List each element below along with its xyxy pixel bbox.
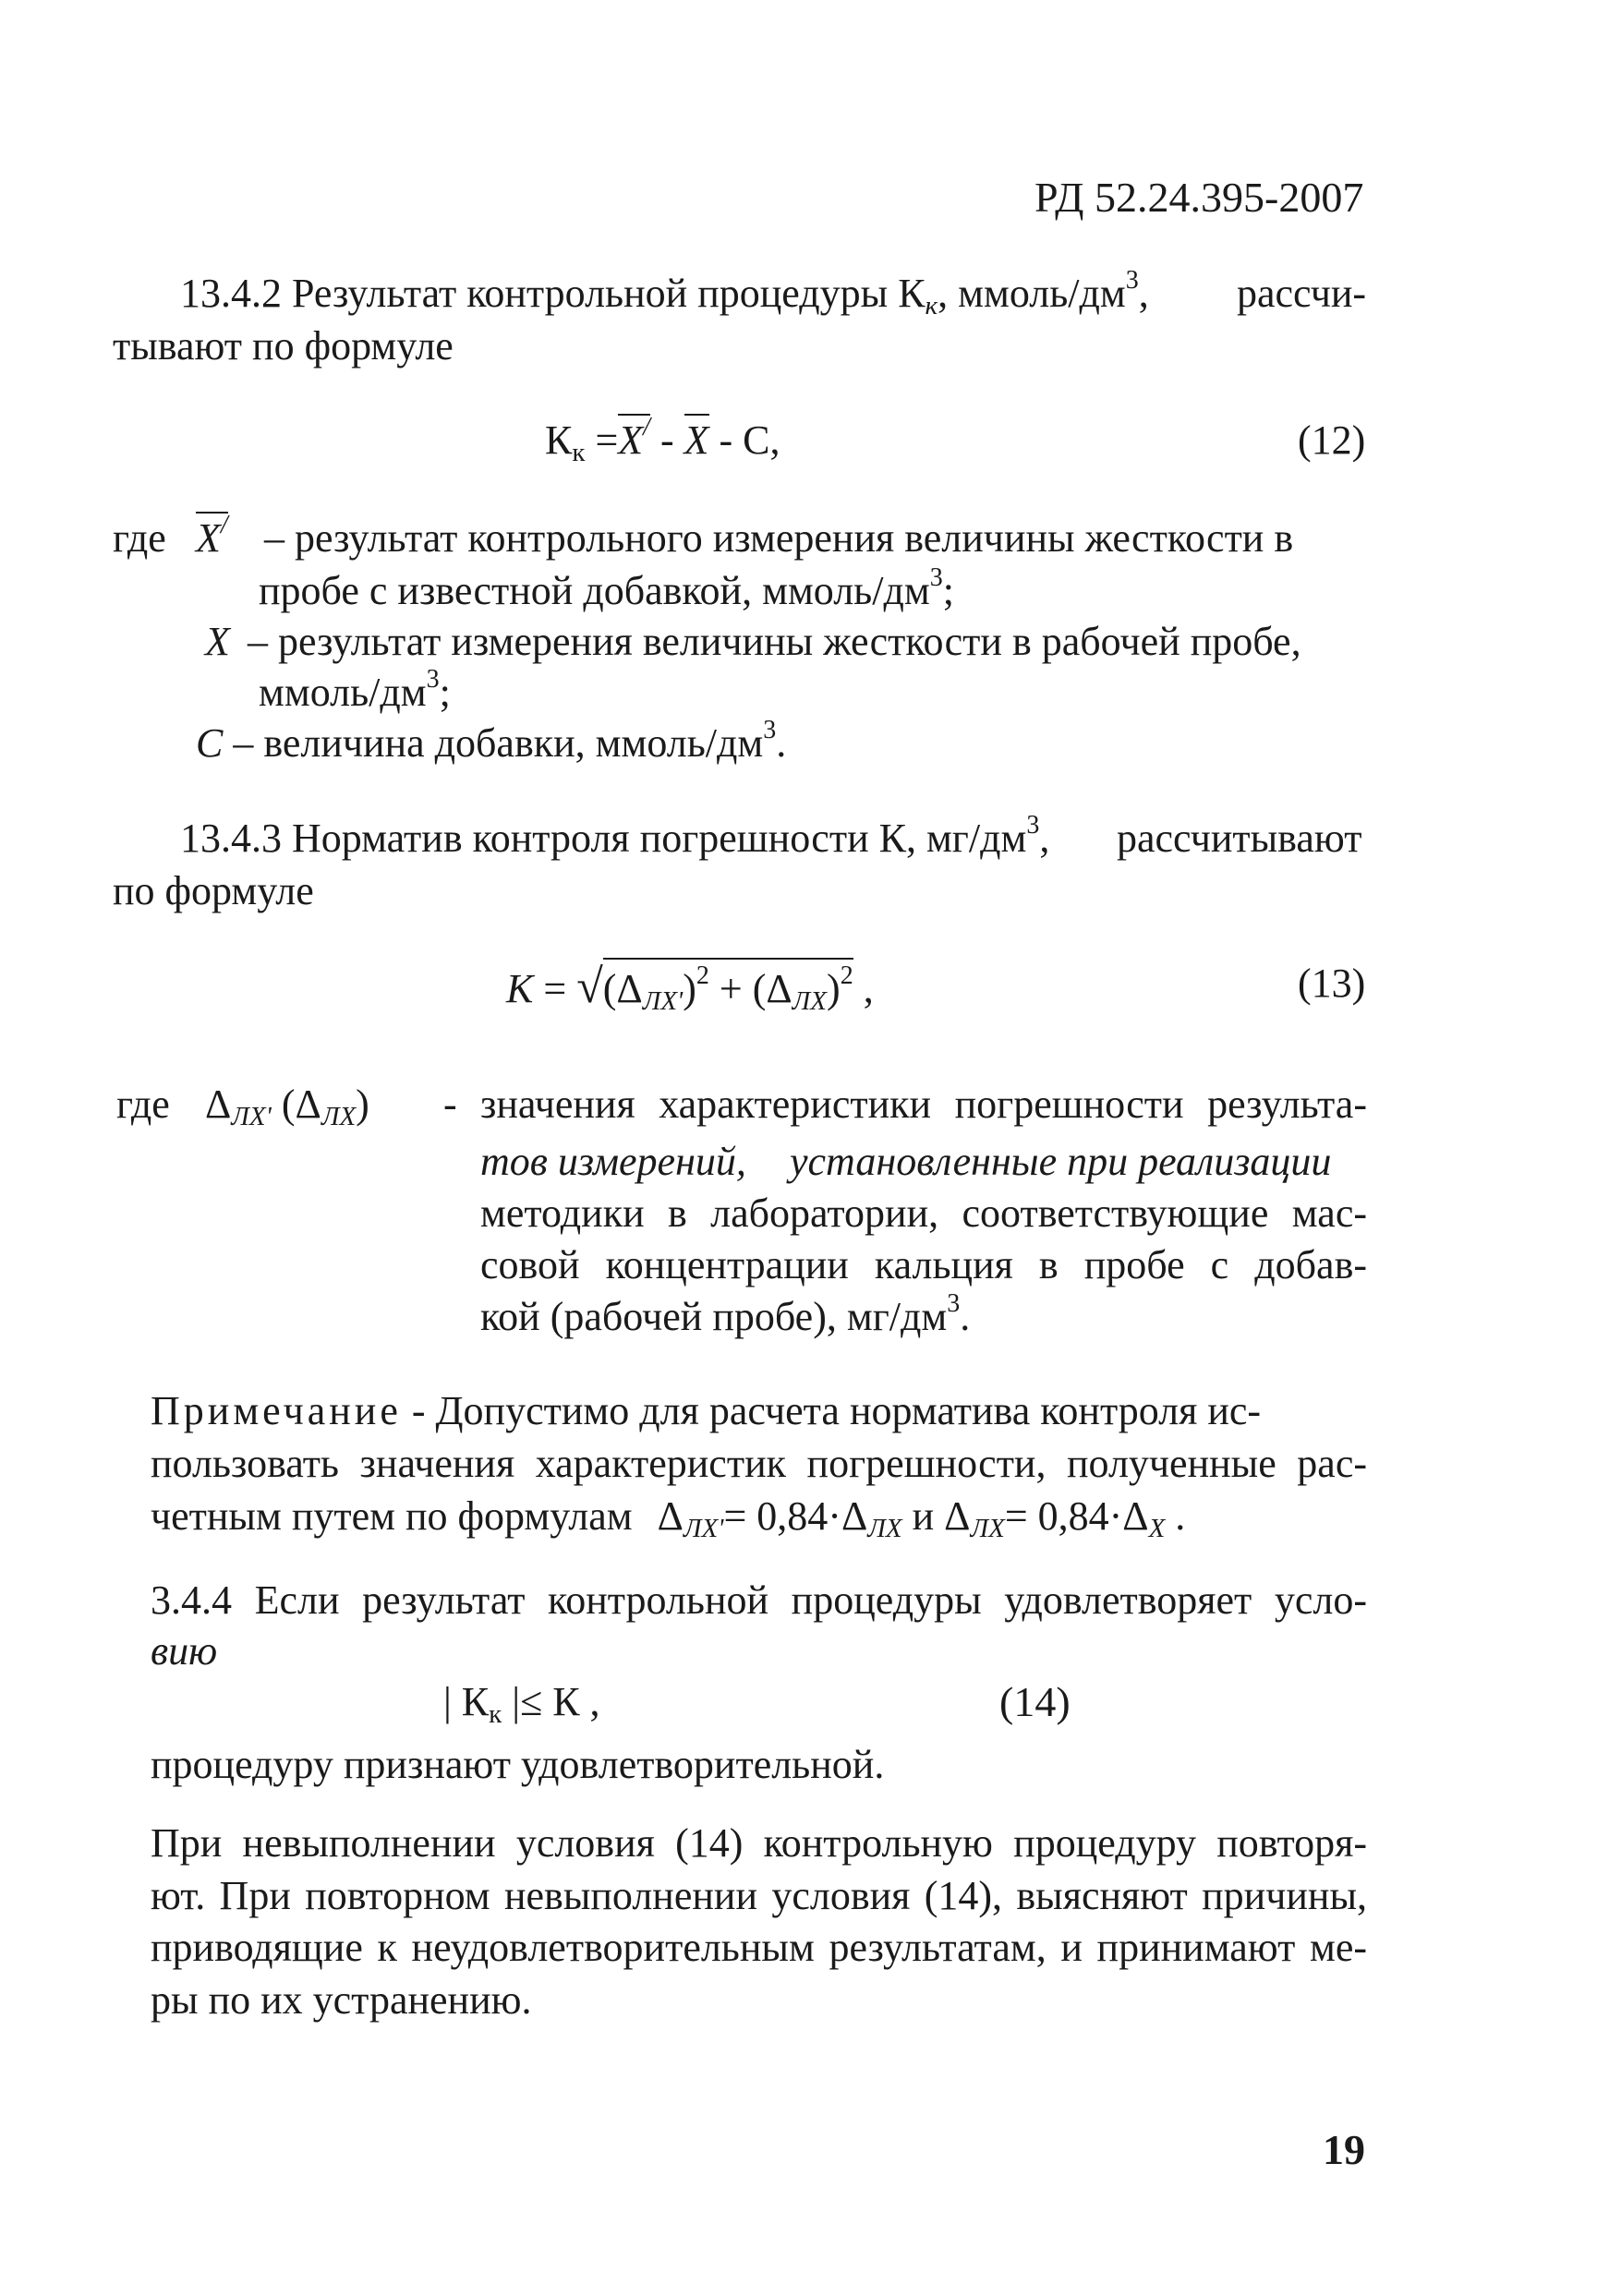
section-13-4-3-line1-end: рассчитывают [1117,816,1362,861]
equation-12-number: (12) [1298,417,1366,463]
where-label-13: где [116,1082,170,1127]
where-13-dash: - [443,1082,457,1127]
equation-13: $K = √(\Delta_{ЛХ'})^2 + (\Delta_{ЛХ})^2$ , [506,958,874,1015]
definition-c: C – величина добавки, ммоль/$дм^3$. [196,716,787,766]
equation-14: | $К_к$ |≤ К , [443,1679,600,1729]
note-line3: четным путем по формулам $\Delta_{ЛХ'}= 0,84\cdot\Delta_{ЛХ}$ и $\Delta_{ЛХ}= 0,84\cdot\Delta_X$ . [151,1493,1186,1543]
definition-delta-line1: значения характеристики погрешности результа- [480,1082,1367,1127]
definition-delta-line5: кой (рабочей пробе), $мг/дм^3$. [480,1289,971,1339]
document-code: РД 52.24.395-2007 [1034,174,1364,221]
section-13-4-2-line1-end: рассчи- [1237,271,1367,316]
definition-delta-line4: совой концентрации кальция в пробе с добав- [480,1242,1367,1287]
note-label: Примечание [151,1388,402,1433]
final-paragraph-line3: приводящие к неудовлетворительным результатам, и принимают ме- [151,1925,1367,1970]
section-13-4-2-line1: 13.4.2 Результат контрольной процедуры $К_к$, ммоль/$дм^3$, [180,266,1149,320]
symbols-delta-lx: $\Delta_{ЛХ'}$ $(\Delta_{ЛХ})$ [205,1082,369,1131]
definition-x-line2: ммоль/$дм^3$; [259,665,451,715]
where-label-12: где [113,515,166,561]
final-paragraph-line1: При невыполнении условия (14) контрольную процедуру повторя- [151,1820,1367,1866]
final-paragraph-line4: ры по их устранению. [151,1977,532,2023]
section-13-4-3-line2: по формуле [113,868,314,913]
definition-delta-line2-a: тов измерений, [480,1139,746,1184]
section-3-4-4-line2: вию [151,1628,218,1674]
symbol-x: X [205,619,230,664]
note-line1: Примечание - Допустимо для расчета норматива контроля ис- [151,1388,1262,1433]
definition-x-line1: – результат измерения величины жесткости в рабочей пробе, [248,619,1301,664]
equation-14-number: (14) [999,1678,1071,1725]
definition-x-prime-line1: – результат контрольного измерения величины жесткости в [264,515,1294,561]
sqrt-symbol: √ [576,961,603,1013]
page-number: 19 [1323,2126,1365,2173]
section-13-4-2-line2: тывают по формуле [113,323,454,369]
note-line2: пользовать значения характеристик погрешности, полученные рас- [151,1441,1367,1486]
definition-delta-line2-b: установленные при реализации [790,1139,1332,1184]
section-13-4-3-line1: 13.4.3 Норматив контроля погрешности К, $мг/дм^3$, [180,811,1050,861]
equation-12: $К_к =X^/ - X - С$, [545,413,780,467]
final-paragraph-line2: ют. При повторном невыполнении условия (14), выясняют причины, [151,1873,1367,1918]
symbol-x-prime-bar: X/ [196,511,228,561]
section-3-4-4-line1: 3.4.4 Если результат контрольной процедуры удовлетворяет усло- [151,1577,1367,1623]
definition-x-prime-line2: пробе с известной добавкой, ммоль/$дм^3$; [259,563,954,613]
after-equation-14: процедуру признают удовлетворительной. [151,1742,885,1787]
equation-13-number: (13) [1298,961,1366,1006]
definition-delta-line3: методики в лаборатории, соответствующие мас- [480,1190,1367,1236]
